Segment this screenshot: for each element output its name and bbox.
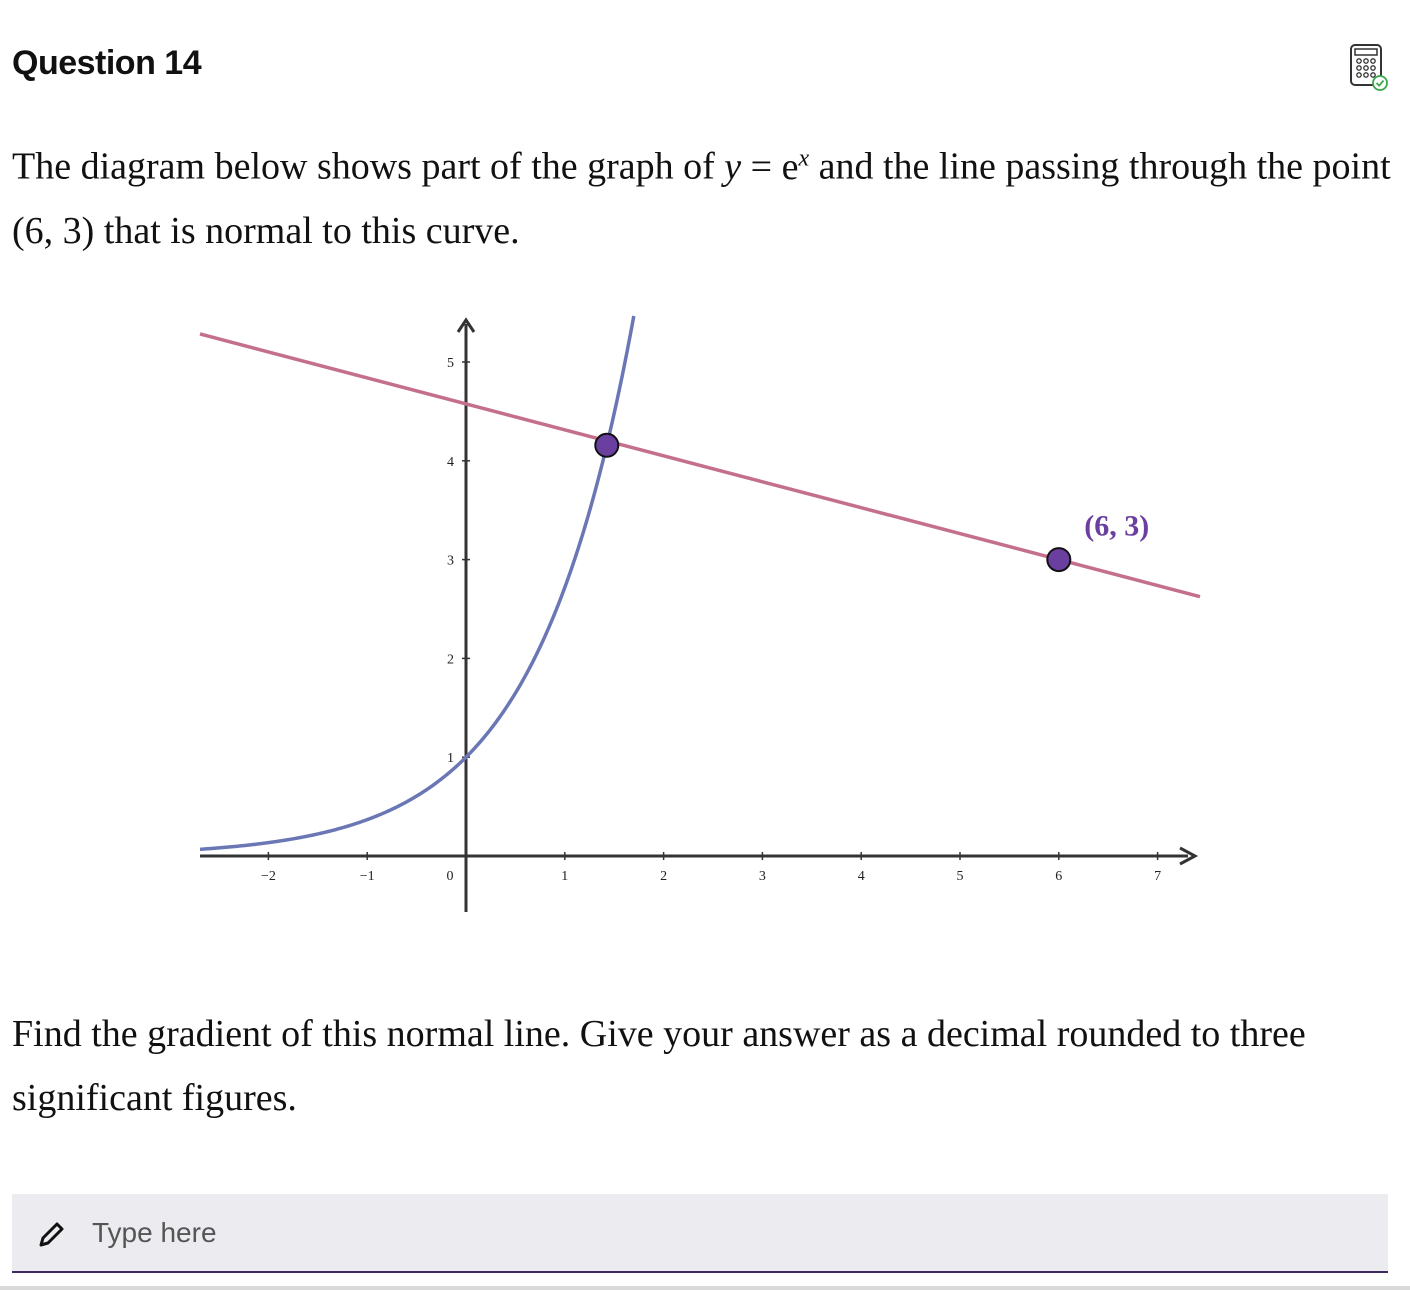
instruction-text: Find the gradient of this normal line. Give your answer as a decimal rounded to three significant figures.: [12, 1013, 1306, 1119]
x-tick-label: 5: [956, 869, 964, 884]
eq-exponent: x: [798, 145, 810, 171]
x-tick-label: −1: [359, 869, 375, 884]
eq-y: y: [724, 145, 742, 188]
point-label: (6, 3): [1084, 509, 1150, 543]
question-title: Question 14: [12, 44, 202, 82]
bottom-divider: [0, 1286, 1410, 1290]
question-prompt: [12, 126, 1392, 263]
x-tick-label: 3: [758, 869, 766, 884]
graph: [0, 300, 1410, 940]
intersection-point: [595, 434, 618, 457]
prompt-text-3: that is normal to this curve.: [103, 209, 520, 252]
y-tick-label: 1: [447, 751, 454, 767]
eq-equals-e: = e: [741, 145, 799, 188]
pencil-icon: [36, 1218, 68, 1250]
answer-input[interactable]: [90, 1206, 1364, 1260]
calculator-check-icon[interactable]: [1349, 43, 1391, 91]
y-tick-label: 3: [447, 553, 454, 569]
y-tick-label: 4: [447, 454, 454, 470]
x-tick-label: 4: [857, 869, 865, 884]
point-6-3: (6, 3): [12, 209, 104, 252]
y-tick-label: 2: [447, 652, 454, 668]
x-tick-label: 6: [1055, 869, 1063, 884]
prompt-text-1: The diagram below shows part of the graph of: [12, 145, 715, 188]
y-tick-label: 5: [447, 356, 454, 371]
x-tick-label: 2: [660, 869, 668, 884]
x-tick-label: −2: [260, 869, 276, 884]
x-tick-label: 0: [446, 869, 454, 884]
answer-box[interactable]: [12, 1194, 1388, 1273]
prompt-text-2: and the line passing through the point: [809, 145, 1391, 188]
equation-y-equals-e-x: [724, 146, 809, 188]
exponential-curve: [200, 316, 634, 849]
x-tick-label: 1: [561, 869, 569, 884]
x-tick-label: 7: [1154, 869, 1162, 884]
point-6-3-marker: [1047, 548, 1070, 571]
